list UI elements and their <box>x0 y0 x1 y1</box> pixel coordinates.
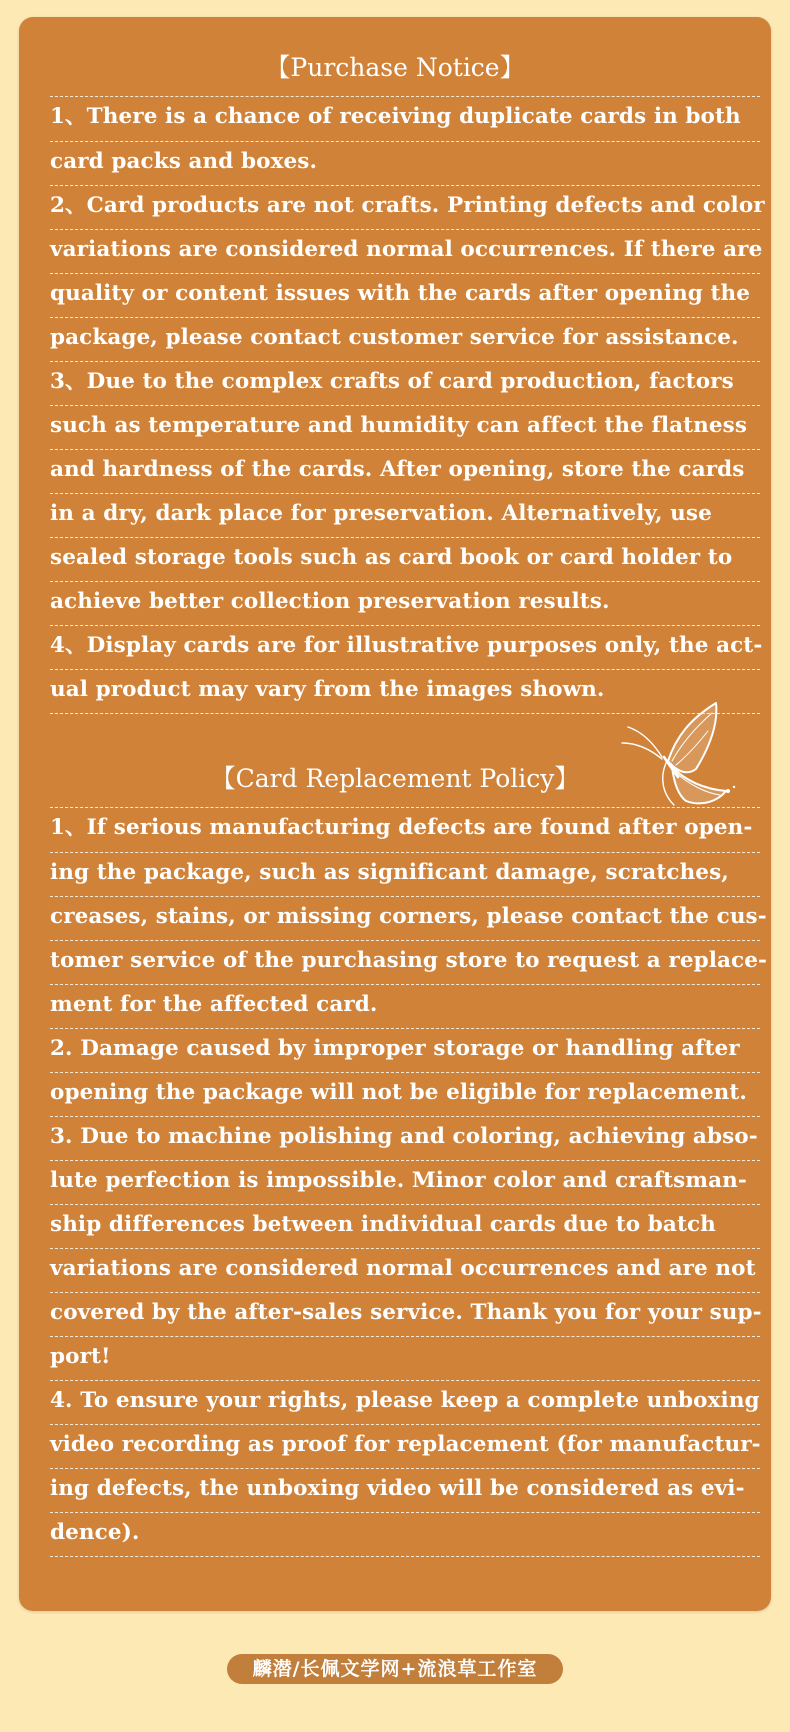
policy-line: 2. Damage caused by improper storage or handling after <box>50 1029 760 1073</box>
credit-badge: 麟潜/长佩文学网+流浪草工作室 <box>227 1654 563 1684</box>
policy-line: dence). <box>50 1513 760 1557</box>
purchase-notice-list <box>50 96 765 714</box>
policy-line: variations are considered normal occurrences and are not <box>50 1249 760 1293</box>
policy-line: ship differences between individual cards due to batch <box>50 1205 760 1249</box>
purchase-line: achieve better collection preservation results. <box>50 582 760 626</box>
purchase-line: sealed storage tools such as card book or card holder to <box>50 538 760 582</box>
policy-line: 3. Due to machine polishing and coloring, achieving abso- <box>50 1117 760 1161</box>
purchase-line: 4、Display cards are for illustrative purposes only, the act- <box>50 626 760 670</box>
policy-line: tomer service of the purchasing store to request a replace- <box>50 941 760 985</box>
policy-line: ment for the affected card. <box>50 985 760 1029</box>
policy-line: video recording as proof for replacement (for manufactur- <box>50 1425 760 1469</box>
purchase-line: 1、There is a chance of receiving duplicate cards in both <box>50 96 760 142</box>
policy-line: 1、If serious manufacturing defects are found after open- <box>50 807 760 853</box>
policy-line: creases, stains, or missing corners, please contact the cus- <box>50 897 760 941</box>
purchase-line: card packs and boxes. <box>50 142 760 186</box>
purchase-line: 2、Card products are not crafts. Printing defects and color <box>50 186 760 230</box>
purchase-line: package, please contact customer service for assistance. <box>50 318 760 362</box>
purchase-line: such as temperature and humidity can affect the flatness <box>50 406 760 450</box>
purchase-line: ual product may vary from the images shown. <box>50 670 760 714</box>
purchase-line: variations are considered normal occurrences. If there are <box>50 230 760 274</box>
purchase-line: 3、Due to the complex crafts of card production, factors <box>50 362 760 406</box>
policy-line: opening the package will not be eligible for replacement. <box>50 1073 760 1117</box>
policy-line: ing the package, such as significant damage, scratches, <box>50 853 760 897</box>
policy-line: 4. To ensure your rights, please keep a complete unboxing <box>50 1381 760 1425</box>
butterfly-icon <box>616 697 746 817</box>
policy-line: port! <box>50 1337 760 1381</box>
policy-line: covered by the after-sales service. Thank you for your sup- <box>50 1293 760 1337</box>
purchase-notice-title: 【Purchase Notice】 <box>265 53 525 82</box>
purchase-line: in a dry, dark place for preservation. Alternatively, use <box>50 494 760 538</box>
replacement-policy-list <box>50 807 768 1557</box>
purchase-line: and hardness of the cards. After opening, store the cards <box>50 450 760 494</box>
policy-line: ing defects, the unboxing video will be considered as evi- <box>50 1469 760 1513</box>
purchase-line: quality or content issues with the cards after opening the <box>50 274 760 318</box>
replacement-policy-title: 【Card Replacement Policy】 <box>210 764 580 793</box>
policy-line: lute perfection is impossible. Minor color and craftsman- <box>50 1161 760 1205</box>
